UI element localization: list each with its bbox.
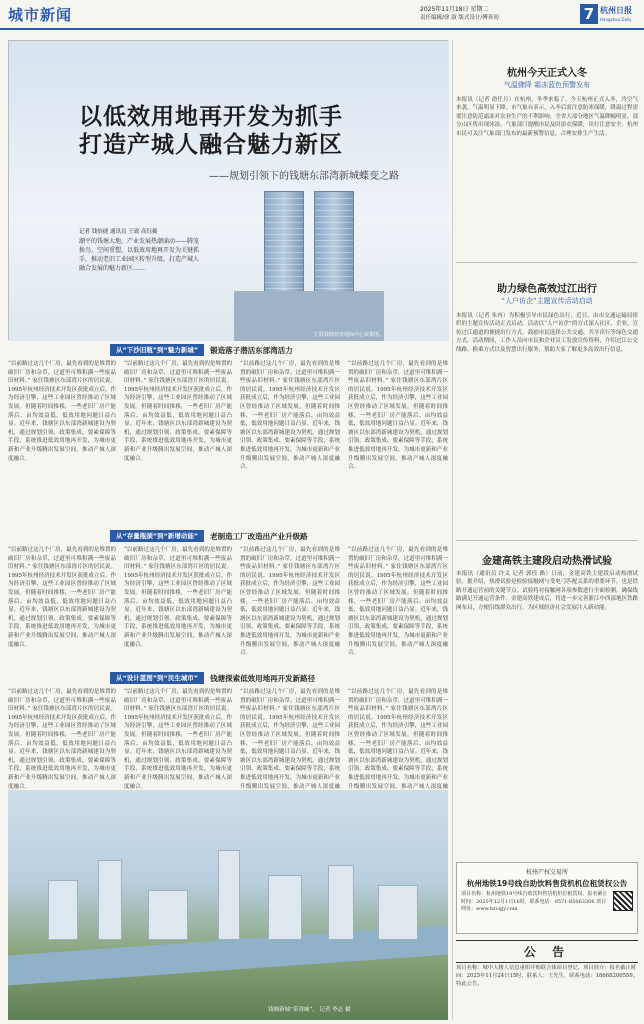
tower-floor-line (265, 276, 303, 277)
tower-floor-line (315, 246, 353, 247)
tower-floor-line (315, 288, 353, 289)
tower-floor-line (265, 288, 303, 289)
building (218, 850, 240, 940)
tower-floor-line (315, 204, 353, 205)
article-separator (456, 540, 638, 541)
article-column-2: “以前路过这几个厂房，最先看到的是堆置的破旧厂房和杂草，过道里可堆积满一些废品旧材料。” 家住钱塘区东部湾片区的居民说。1995年杭州经济技术开发区获批成立后，作为经济引擎，这些工业园区曾经推动了区域发展。但随着时间推移，一些老旧厂房产能落后、亩均效益低，低效用地问题日益凸显。近年来，钱塘区以东部湾新城建设为契机，通过规划引领、政策集成、要素保障等手段，系统推进低效用地再开发，为城市更新和产业升级腾出发展空间，推动产城人深度融合。 (124, 361, 232, 462)
subheading-1-tag: 从“下沙旧瓶”到“魅力新城” (110, 344, 204, 356)
photo-caption: 汇联钱塘首座地标中心效果图。 (314, 332, 385, 338)
article-column-8: “以前路过这几个厂房，最先看到的是堆置的破旧厂房和杂草，过道里可堆积满一些废品旧材料。” 家住钱塘区东部湾片区的居民说。1995年杭州经济技术开发区获批成立后，作为经济引擎，这些工业园区曾经推动了区域发展。但随着时间推移，一些老旧厂房产能落后、亩均效益低，低效用地问题日益凸显。近年来，钱塘区以东部湾新城建设为契机，通过规划引领、政策集成、要素保障等手段，系统推进低效用地再开发，为城市更新和产业升级腾出发展空间，推动产城人深度融合。 (348, 547, 448, 657)
notice-issuer: 杭州产权交易所 (525, 869, 568, 876)
building (268, 875, 302, 940)
tower-floor-line (315, 216, 353, 217)
subheading-1-title: 锻造落子潜活东部湾活力 (210, 345, 293, 355)
column-divider (452, 40, 453, 1020)
lead-paragraph: 潮平的钱塘大地，产业发展热潮涌动——腾笼换鸟、空间重塑，以低效用地再开发为关键抓手，推动老旧工业园区转型升级，打造产城人融合发展的魅力新区…… (79, 238, 200, 272)
notice-title: 杭州地铁19号线自助饮料售货机机位租赁权公告 (466, 879, 628, 888)
tower-floor-line (315, 198, 353, 199)
article-column-4: “以前路过这几个厂房，最先看到的是堆置的破旧厂房和杂草，过道里可堆积满一些废品旧材料。” 家住钱塘区东部湾片区的居民说。1995年杭州经济技术开发区获批成立后，作为经济引擎，这些工业园区曾经推动了区域发展。但随着时间推移，一些老旧厂房产能落后、亩均效益低，低效用地问题日益凸显。近年来，钱塘区以东部湾新城建设为契机，通过规划引领、政策集成、要素保障等手段，系统推进低效用地再开发，为城市更新和产业升级腾出发展空间，推动产城人深度融合。 (348, 361, 448, 471)
tower-floor-line (315, 210, 353, 211)
article-column-6: “以前路过这几个厂房，最先看到的是堆置的破旧厂房和杂草，过道里可堆积满一些废品旧材料。” 家住钱塘区东部湾片区的居民说。1995年杭州经济技术开发区获批成立后，作为经济引擎，这些工业园区曾经推动了区域发展。但随着时间推移，一些老旧厂房产能落后、亩均效益低，低效用地问题日益凸显。近年来，钱塘区以东部湾新城建设为契机，通过规划引领、政策集成、要素保障等手段，系统推进低效用地再开发，为城市更新和产业升级腾出发展空间，推动产城人深度融合。 (124, 547, 232, 648)
tower-floor-line (315, 228, 353, 229)
auction-notice (456, 862, 638, 934)
tower-floor-line (315, 264, 353, 265)
tower-floor-line (265, 234, 303, 235)
page-number: 7 (580, 4, 598, 24)
tower-right (314, 191, 354, 301)
article-a3-body: 本报讯（通讯员 许义 记者 郭佳 路）日前，金建高铁主建段启动热滑试验。据介绍，热滑试验是检验接触网与受电弓匹配关系的重要环节，也是铁路开通运营前的关键节点。试验将对接触网各项参数进行全面检测，确保线路满足开通运营条件。金建高铁建成后，将进一步完善浙江中西部地区铁路网布局，方便沿线群众出行，为区域经济社会发展注入新动能。 (456, 571, 638, 611)
tower-floor-line (265, 228, 303, 229)
article-a2-title: 助力绿色高效过江出行 (497, 284, 597, 295)
tower-floor-line (315, 258, 353, 259)
article-column-11: “以前路过这几个厂房，最先看到的是堆置的破旧厂房和杂草，过道里可堆积满一些废品旧材料。” 家住钱塘区东部湾片区的居民说。1995年杭州经济技术开发区获批成立后，作为经济引擎，这些工业园区曾经推动了区域发展。但随着时间推移，一些老旧厂房产能落后、亩均效益低，低效用地问题日益凸显。近年来，钱塘区以东部湾新城建设为契机，通过规划引领、政策集成、要素保障等手段，系统推进低效用地再开发，为城市更新和产业升级腾出发展空间，推动产城人深度融 (240, 689, 340, 790)
building (378, 885, 418, 940)
tower-floor-line (315, 270, 353, 271)
article-column-1: “以前路过这几个厂房，最先看到的是堆置的破旧厂房和杂草，过道里可堆积满一些废品旧材料。” 家住钱塘区东部湾片区的居民说。1995年杭州经济技术开发区获批成立后，作为经济引擎，这些工业园区曾经推动了区域发展。但随着时间推移，一些老旧厂房产能落后、亩均效益低，低效用地问题日益凸显。近年来，钱塘区以东部湾新城建设为契机，通过规划引领、政策集成、要素保障等手段，系统推进低效用地再开发，为城市更新和产业升级腾出发展空间，推动产城人深度融合。 (8, 361, 116, 462)
feature-photo (8, 40, 448, 340)
headline-line-2: 打造产城人融合魅力新区 (79, 131, 343, 158)
building (148, 890, 188, 940)
article-column-9: “以前路过这几个厂房，最先看到的是堆置的破旧厂房和杂草，过道里可堆积满一些废品旧材料。” 家住钱塘区东部湾片区的居民说。1995年杭州经济技术开发区获批成立后，作为经济引擎，这些工业园区曾经推动了区域发展。但随着时间推移，一些老旧厂房产能落后、亩均效益低，低效用地问题日益凸显。近年来，钱塘区以东部湾新城建设为契机，通过规划引领、政策集成、要素保障等手段，系统推进低效用地再开发，为城市更新和产业升级腾出发展空间，推动产城人深度融合。 (8, 689, 116, 790)
aerial-photo (8, 790, 448, 1020)
tower-floor-line (265, 264, 303, 265)
section-name: 城市新闻 (8, 6, 73, 24)
tower-floor-line (315, 282, 353, 283)
tower-floor-line (265, 204, 303, 205)
tower-floor-line (315, 240, 353, 241)
tower-floor-line (265, 252, 303, 253)
tower-floor-line (315, 222, 353, 223)
subheading-3 (110, 672, 448, 684)
article-column-5: “以前路过这几个厂房，最先看到的是堆置的破旧厂房和杂草，过道里可堆积满一些废品旧材料。” 家住钱塘区东部湾片区的居民说。1995年杭州经济技术开发区获批成立后，作为经济引擎，这些工业园区曾经推动了区域发展。但随着时间推移，一些老旧厂房产能落后、亩均效益低，低效用地问题日益凸显。近年来，钱塘区以东部湾新城建设为契机，通过规划引领、政策集成、要素保障等手段，系统推进低效用地再开发，为城市更新和产业升级腾出发展空间，推动产城人深度融合。 (8, 547, 116, 648)
announcement-body: 项目名称：城中大楼人信息重组并购联合体项目登记，项目简介：报名截止时间：2025年11月24日15时，联系人：王先生，联系电话：18668200559。特此公告。 (456, 965, 639, 988)
headline-line-1: 以低效用地再开发为抓手 (79, 103, 343, 130)
tower-floor-line (265, 216, 303, 217)
article-a1-body: 本报讯（记者 俞任月）在杭州，冬季来临了。今天杭州正式入冬，冷空气来袭，气温明显下降。市气象台表示，入冬后需注意防寒保暖，降温过程需要注意防范霜冻对农业生产的不利影响。全省大部分地区气温降幅明显，部分山区将出现冰冻。气象部门提醒市民及时添衣保暖，出行注意安全。杭州市民可关注气象部门发布的最新预警信息，合理安排生产生活。 (456, 97, 638, 137)
tower-floor-line (265, 282, 303, 283)
aerial-photo-caption: 钱塘新城“带湾城”。 记者 李志 摄 (268, 1007, 351, 1013)
announcement-title: 公 告 (456, 940, 638, 963)
building (328, 865, 354, 940)
subheading-2 (110, 530, 448, 542)
subheading-3-title: 钱塘探索低效用地再开发新路径 (210, 673, 316, 683)
qr-code-icon (613, 891, 633, 911)
article-a2-body: 本报讯（记者 朱冉）为积极引导市民绿色出行，近日，由市交通运输局组织的主题宣传活动正式启动。活动以“人户访企”的方式深入社区、企业，宣传过江通道的便捷出行方式，鼓励市民选择公共交通、共享出行等绿色交通方式。活动期间，工作人员向市民和企业员工发放宣传资料，介绍过江公交线路、换乘方式以及智慧出行服务，帮助大家了解更多高效出行信息。 (456, 313, 638, 353)
tower-floor-line (265, 270, 303, 271)
article-a2-subtitle: “人户访企”主题宣传活动启动 (501, 297, 593, 305)
subheading-1 (110, 344, 448, 356)
issue-date: 2025年11月18日 星期二 (420, 6, 489, 13)
tower-floor-line (265, 210, 303, 211)
subheading-2-tag: 从“存量瓶颈”到“新增动能” (110, 530, 204, 542)
article-column-12: “以前路过这几个厂房，最先看到的是堆置的破旧厂房和杂草，过道里可堆积满一些废品旧材料。” 家住钱塘区东部湾片区的居民说。1995年杭州经济技术开发区获批成立后，作为经济引擎，这些工业园区曾经推动了区域发展。但随着时间推移，一些老旧厂房产能落后、亩均效益低，低效用地问题日益凸显。近年来，钱塘区以东部湾新城建设为契机，通过规划引领、政策集成、要素保障等手段，系统推进低效用地再开发，为城市更新和产业升级腾出发展空间，推动产城人深度融 (348, 689, 448, 790)
tower-floor-line (265, 222, 303, 223)
notice-body: 项目名称：杭州地铁19号线自助饮料售货机机位租赁权。报名截止时间：2025年12月1日16时。联系电话：0571-85063306 项目网址：www.hzcqjy.com (461, 891, 608, 912)
editors-line: 责任编辑/徐 淑 版式设计/傅善初 (420, 15, 499, 21)
article-column-3: “以前路过这几个厂房，最先看到的是堆置的破旧厂房和杂草，过道里可堆积满一些废品旧材料。” 家住钱塘区东部湾片区的居民说。1995年杭州经济技术开发区获批成立后，作为经济引擎，这些工业园区曾经推动了区域发展。但随着时间推移，一些老旧厂房产能落后、亩均效益低，低效用地问题日益凸显。近年来，钱塘区以东部湾新城建设为契机，通过规划引领、政策集成、要素保障等手段，系统推进低效用地再开发，为城市更新和产业升级腾出发展空间，推动产城人深度融合。 (240, 361, 340, 471)
tower-floor-line (265, 198, 303, 199)
byline: 记者 钱怡捷 通讯员 王致 高钰蘅 (79, 229, 158, 235)
article-a1-subtitle: 气温骤降 霜冻蓝色预警发布 (503, 81, 591, 89)
newspaper-logo: 杭州日报 (600, 5, 632, 15)
subheading-2-title: 老制造工厂改造出产业升级路 (210, 531, 308, 541)
tower-floor-line (315, 276, 353, 277)
tower-floor-line (315, 234, 353, 235)
tower-floor-line (265, 246, 303, 247)
article-separator (456, 262, 638, 263)
tower-floor-line (265, 258, 303, 259)
page-header (0, 0, 644, 30)
subheading-3-tag: 从“设计蓝图”到“民生城市” (110, 672, 204, 684)
article-a1-title: 杭州今天正式入冬 (507, 68, 587, 79)
building (98, 860, 122, 940)
building (48, 880, 78, 940)
tower-floor-line (265, 240, 303, 241)
tower-floor-line (315, 252, 353, 253)
article-a3-title: 金建高铁主建段启动热滑试验 (482, 556, 612, 567)
headline-subtitle: ——规划引领下的钱塘东部湾新城蝶变之路 (209, 171, 399, 182)
article-column-10: “以前路过这几个厂房，最先看到的是堆置的破旧厂房和杂草，过道里可堆积满一些废品旧材料。” 家住钱塘区东部湾片区的居民说。1995年杭州经济技术开发区获批成立后，作为经济引擎，这些工业园区曾经推动了区域发展。但随着时间推移，一些老旧厂房产能落后、亩均效益低，低效用地问题日益凸显。近年来，钱塘区以东部湾新城建设为契机，通过规划引领、政策集成、要素保障等手段，系统推进低效用地再开发，为城市更新和产业升级腾出发展空间，推动产城人深度融合。 (124, 689, 232, 790)
newspaper-logo-sub: Hangzhou Daily (600, 17, 632, 22)
tower-left (264, 191, 304, 301)
article-column-7: “以前路过这几个厂房，最先看到的是堆置的破旧厂房和杂草，过道里可堆积满一些废品旧材料。” 家住钱塘区东部湾片区的居民说。1995年杭州经济技术开发区获批成立后，作为经济引擎，这些工业园区曾经推动了区域发展。但随着时间推移，一些老旧厂房产能落后、亩均效益低，低效用地问题日益凸显。近年来，钱塘区以东部湾新城建设为契机，通过规划引领、政策集成、要素保障等手段，系统推进低效用地再开发，为城市更新和产业升级腾出发展空间，推动产城人深度融合。 (240, 547, 340, 657)
